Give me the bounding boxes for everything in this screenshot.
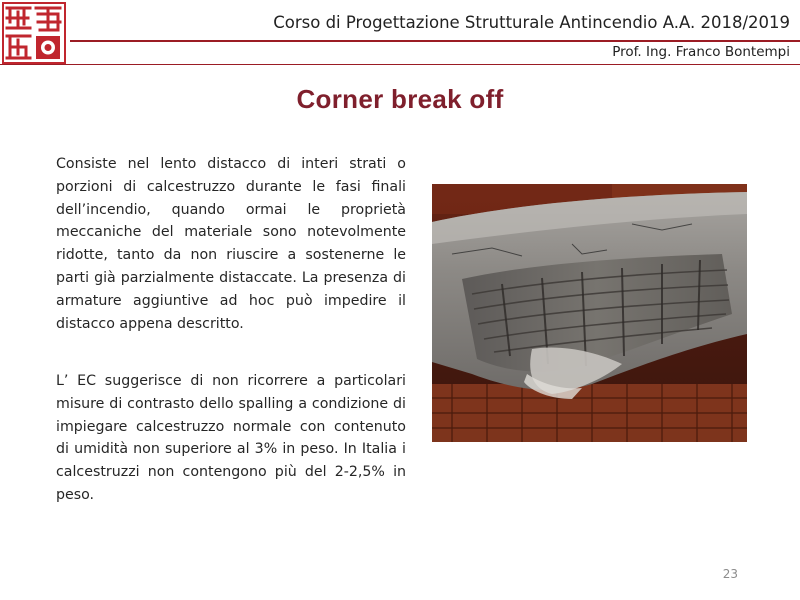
header-underline [0,64,800,65]
author-name: Prof. Ing. Franco Bontempi [612,44,790,60]
page-number: 23 [722,567,738,581]
paragraph-ec-spalling: L’ EC suggerisce di non ricorrere a particolari misure di contrasto dello spalling a condizione di impiegare calcestruzzo normale con contenuto di umidità non superiore al 3% in peso. In Italia i calcestruzzi non contengono più del 2-2,5% in peso. [56,373,406,503]
paragraph-corner-break-off: Consiste nel lento distacco di interi strati o porzioni di calcestruzzo durante le fasi finali dell’incendio, quando ormai le proprietà meccaniche del materiale sono notevolmente ridotte, tanto da non riuscire a sostenerne le parti già parzialmente distaccate. La presenza di armature aggiuntive ad hoc può impedire il distacco appena descritto. [56,156,406,332]
course-title: Corso di Progettazione Strutturale Antincendio A.A. 2018/2019 [273,13,790,32]
university-seal-icon [2,2,66,64]
slide-title: Corner break off [296,84,504,114]
spalled-concrete-beam-photo [432,184,747,442]
header-rule [70,40,800,42]
